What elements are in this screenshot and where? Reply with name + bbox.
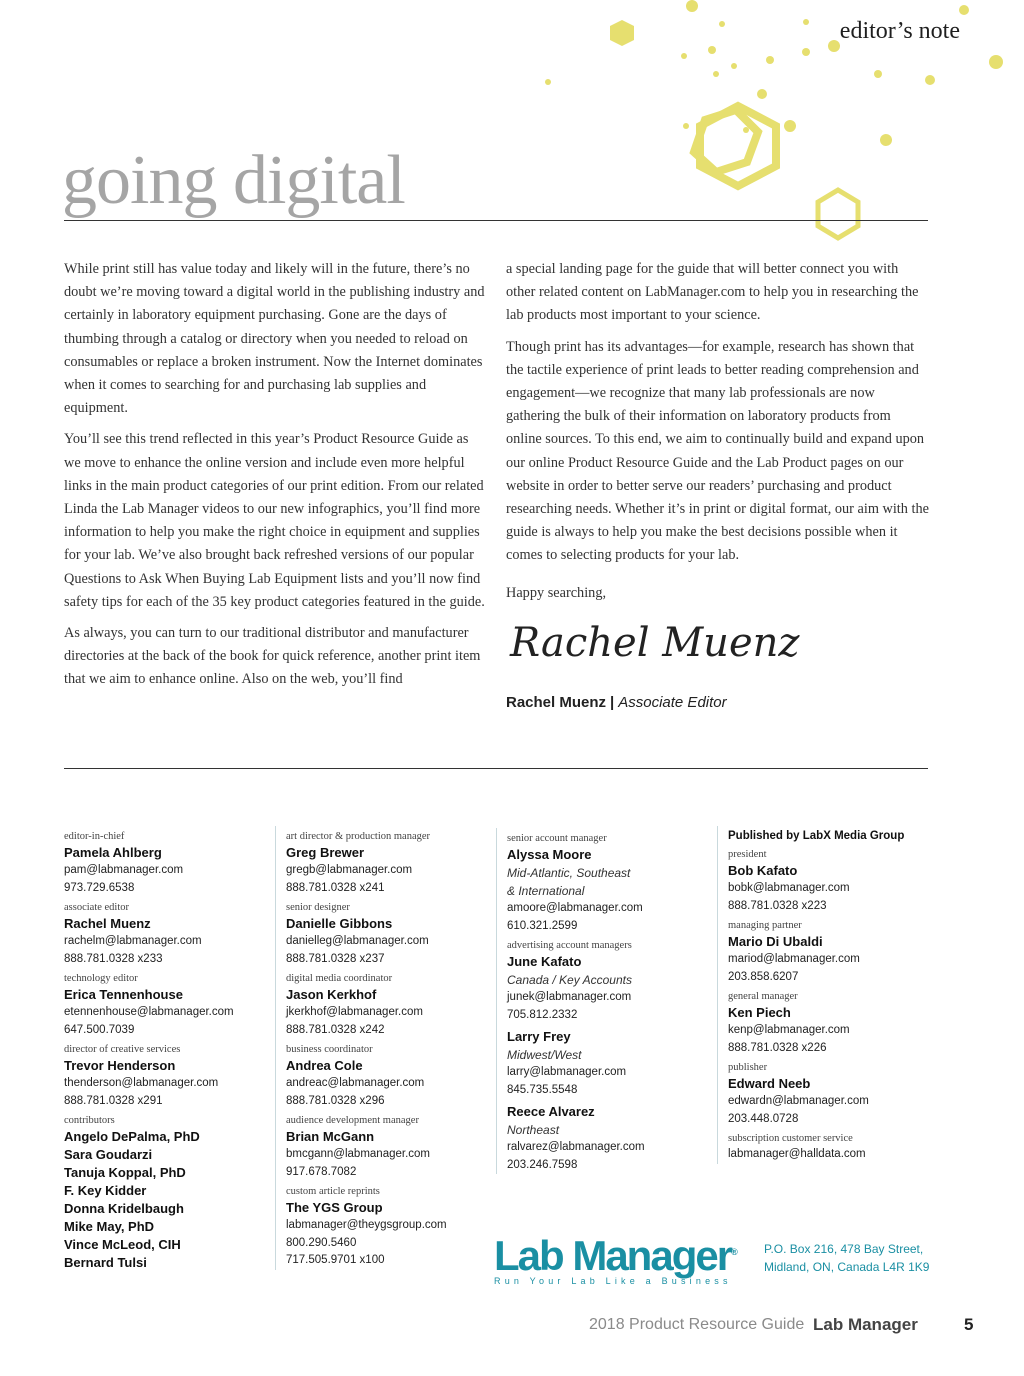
article-title: going digital xyxy=(62,142,405,219)
staff-email: jkerkhof@labmanager.com xyxy=(286,1006,423,1018)
staff-phone: 203.246.7598 xyxy=(507,1158,578,1171)
staff-name: June Kafato xyxy=(507,954,582,969)
masthead-column-4 xyxy=(717,826,938,1164)
staff-phone: 845.735.5548 xyxy=(507,1083,578,1096)
masthead-column-1 xyxy=(64,826,264,1272)
contributor-name: Vince McLeod, CIH xyxy=(64,1237,181,1252)
contributor-name: F. Key Kidder xyxy=(64,1183,147,1198)
article-column-right xyxy=(506,258,930,613)
staff-region: Northeast xyxy=(507,1123,560,1137)
staff-name: Larry Frey xyxy=(507,1029,571,1044)
lab-manager-logo xyxy=(494,1232,756,1286)
staff-name: Ken Piech xyxy=(728,1005,791,1020)
staff-name: The YGS Group xyxy=(286,1200,383,1215)
logo-wordmark: Lab Manager® xyxy=(494,1232,738,1279)
contributor-name: Sara Goudarzi xyxy=(64,1147,153,1162)
masthead-column-2 xyxy=(275,826,486,1270)
staff-email: kenp@labmanager.com xyxy=(728,1024,850,1036)
staff-email: thenderson@labmanager.com xyxy=(64,1077,219,1089)
footer-guide-title: 2018 Product Resource Guide xyxy=(589,1316,805,1333)
staff-phone: 717.505.9701 x100 xyxy=(286,1254,385,1266)
author-byline xyxy=(506,694,727,711)
contributor-name: Angelo DePalma, PhD xyxy=(64,1129,200,1144)
svg-text:Rachel Muenz: Rachel Muenz xyxy=(510,620,800,666)
section-label: editor’s note xyxy=(839,18,960,44)
logo-tagline: Run Your Lab Like a Business xyxy=(494,1276,732,1286)
address-line: Midland, ON, Canada L4R 1K9 xyxy=(764,1260,930,1274)
staff-email: danielleg@labmanager.com xyxy=(286,935,429,947)
staff-phone: 888.781.0328 x233 xyxy=(64,952,163,965)
staff-name: Reece Alvarez xyxy=(507,1104,595,1119)
staff-email: gregb@labmanager.com xyxy=(286,864,413,876)
staff-email: pam@labmanager.com xyxy=(64,864,184,876)
staff-phone: 203.858.6207 xyxy=(728,970,799,983)
staff-name: Brian McGann xyxy=(286,1129,375,1144)
mailing-address xyxy=(764,1240,929,1276)
staff-phone: 888.781.0328 x296 xyxy=(286,1094,385,1107)
footer-magazine-name: Lab Manager xyxy=(813,1315,918,1334)
staff-email: rachelm@labmanager.com xyxy=(64,935,202,947)
staff-phone: 888.781.0328 x291 xyxy=(64,1094,163,1107)
staff-phone: 917.678.7082 xyxy=(286,1165,357,1178)
staff-name: Rachel Muenz xyxy=(64,916,151,931)
staff-region: Canada / Key Accounts xyxy=(507,973,632,987)
paragraph: As always, you can turn to our traditional distributor and manufacturer directories at the back of the book for quick reference, another print item that we aim to enhance online. Also on the web, you’ll find xyxy=(64,625,481,688)
author-title: Associate Editor xyxy=(618,694,727,711)
staff-phone: 800.290.5460 xyxy=(286,1236,357,1249)
staff-name: Greg Brewer xyxy=(286,845,365,860)
staff-role: senior account manager xyxy=(507,833,607,844)
staff-name: Edward Neeb xyxy=(728,1076,811,1091)
paragraph: a special landing page for the guide that will better connect you with other related content on LabManager.com to help you in researching the lab products most important to your science. xyxy=(506,261,919,324)
staff-email: amoore@labmanager.com xyxy=(507,902,643,914)
staff-role: director of creative services xyxy=(64,1044,181,1055)
staff-email: bobk@labmanager.com xyxy=(728,882,850,894)
staff-role: business coordinator xyxy=(286,1044,373,1055)
staff-role: digital media coordinator xyxy=(286,973,393,984)
byline-separator: | xyxy=(610,694,615,711)
staff-phone: 973.729.6538 xyxy=(64,881,135,894)
contributor-name: Tanuja Koppal, PhD xyxy=(64,1165,186,1180)
staff-role: audience development manager xyxy=(286,1115,419,1126)
address-line: P.O. Box 216, 478 Bay Street, xyxy=(764,1242,924,1256)
staff-name: Erica Tennenhouse xyxy=(64,987,183,1002)
staff-role: advertising account managers xyxy=(507,940,632,951)
handwritten-signature xyxy=(506,608,806,684)
staff-email: junek@labmanager.com xyxy=(507,991,632,1003)
small-hexagon-outline xyxy=(818,190,858,238)
staff-phone: 610.321.2599 xyxy=(507,919,578,932)
staff-email: edwardn@labmanager.com xyxy=(728,1095,869,1107)
staff-role: publisher xyxy=(728,1062,768,1073)
staff-role: art director & production manager xyxy=(286,831,431,842)
publisher-line: Published by LabX Media Group xyxy=(728,830,905,842)
masthead-rule xyxy=(64,768,928,769)
contributor-name: Mike May, PhD xyxy=(64,1219,155,1234)
staff-phone: 888.781.0328 x241 xyxy=(286,881,385,894)
staff-region: & International xyxy=(507,884,585,898)
paragraph: Though print has its advantages—for example, research has shown that the tactile experience of print leads to better reading comprehension and engagement—we recognize that many lab professionals are now gathering the bulk of their information on laboratory products from online sources. To this end, we aim to continually build and expand upon our online Product Resource Guide and the Lab Product pages on our website in order to better serve our readers’ purchasing and product researching needs. Whether it’s in print or digital format, our aim with the guide is always to help you make the best decisions possible when it comes to selecting products for your lab. xyxy=(506,338,929,564)
staff-email: ralvarez@labmanager.com xyxy=(507,1141,645,1153)
masthead-column-3 xyxy=(496,828,707,1174)
staff-name: Pamela Ahlberg xyxy=(64,845,162,860)
staff-name: Danielle Gibbons xyxy=(286,916,393,931)
staff-phone: 888.781.0328 x237 xyxy=(286,952,385,965)
filled-hexagon xyxy=(610,20,634,46)
staff-name: Andrea Cole xyxy=(286,1058,363,1073)
staff-name: Bob Kafato xyxy=(728,863,798,878)
staff-phone: 203.448.0728 xyxy=(728,1112,799,1125)
staff-email: bmcgann@labmanager.com xyxy=(286,1148,431,1160)
staff-role: managing partner xyxy=(728,920,802,931)
staff-phone: 888.781.0328 x226 xyxy=(728,1041,827,1054)
page-number: 5 xyxy=(964,1315,974,1334)
staff-role: senior designer xyxy=(286,902,350,913)
staff-phone: 888.781.0328 x242 xyxy=(286,1023,385,1036)
staff-email: andreac@labmanager.com xyxy=(286,1077,425,1089)
staff-role: custom article reprints xyxy=(286,1186,380,1197)
staff-region: Midwest/West xyxy=(507,1048,582,1062)
staff-email: labmanager@theygsgroup.com xyxy=(286,1219,447,1231)
staff-role: contributors xyxy=(64,1115,115,1126)
staff-role: general manager xyxy=(728,991,798,1002)
staff-name: Trevor Henderson xyxy=(64,1058,176,1073)
closing-line: Happy searching, xyxy=(506,584,607,601)
contributor-name: Donna Kridelbaugh xyxy=(64,1201,184,1216)
staff-region: Mid-Atlantic, Southeast xyxy=(507,866,631,880)
staff-email: mariod@labmanager.com xyxy=(728,953,860,965)
staff-name: Mario Di Ubaldi xyxy=(728,934,823,949)
contributor-name: Bernard Tulsi xyxy=(64,1255,147,1270)
staff-role: associate editor xyxy=(64,902,130,913)
article-column-left xyxy=(64,258,486,700)
paragraph: You’ll see this trend reflected in this year’s Product Resource Guide as we move to enhance the online version and include even more helpful links in the main product categories of our print edition. From our related Linda the Lab Manager videos to our new infographics, you’ll find more information to help you make the right choice in equipment and supplies for your lab. We’ve also brought back refreshed versions of our popular Questions to Ask When Buying Lab Equipment lists and you’ll now find safety tips for each of the 35 key product categories featured in the guide. xyxy=(64,431,485,610)
staff-email: labmanager@halldata.com xyxy=(728,1148,866,1160)
staff-phone: 647.500.7039 xyxy=(64,1023,135,1036)
staff-name: Alyssa Moore xyxy=(507,847,592,862)
large-hexagon-outline xyxy=(700,106,776,186)
staff-role: subscription customer service xyxy=(728,1133,853,1144)
paragraph: While print still has value today and likely will in the future, there’s no doubt we’re moving toward a digital world in the publishing industry and certainly in laboratory equipment purchasing. Gone are the days of thumbing through a catalog or directory when you needed to reload on consumables or replace a broken instrument. Now the Internet dominates when it comes to searching for and purchasing lab supplies and equipment. xyxy=(64,261,485,417)
staff-role: president xyxy=(728,849,767,860)
staff-role: editor-in-chief xyxy=(64,831,125,842)
author-name: Rachel Muenz xyxy=(506,694,607,711)
staff-role: technology editor xyxy=(64,973,138,984)
staff-name: Jason Kerkhof xyxy=(286,987,377,1002)
title-rule xyxy=(64,220,928,221)
staff-phone: 888.781.0328 x223 xyxy=(728,899,827,912)
staff-phone: 705.812.2332 xyxy=(507,1008,578,1021)
staff-email: etennenhouse@labmanager.com xyxy=(64,1006,234,1018)
staff-email: larry@labmanager.com xyxy=(507,1066,627,1078)
